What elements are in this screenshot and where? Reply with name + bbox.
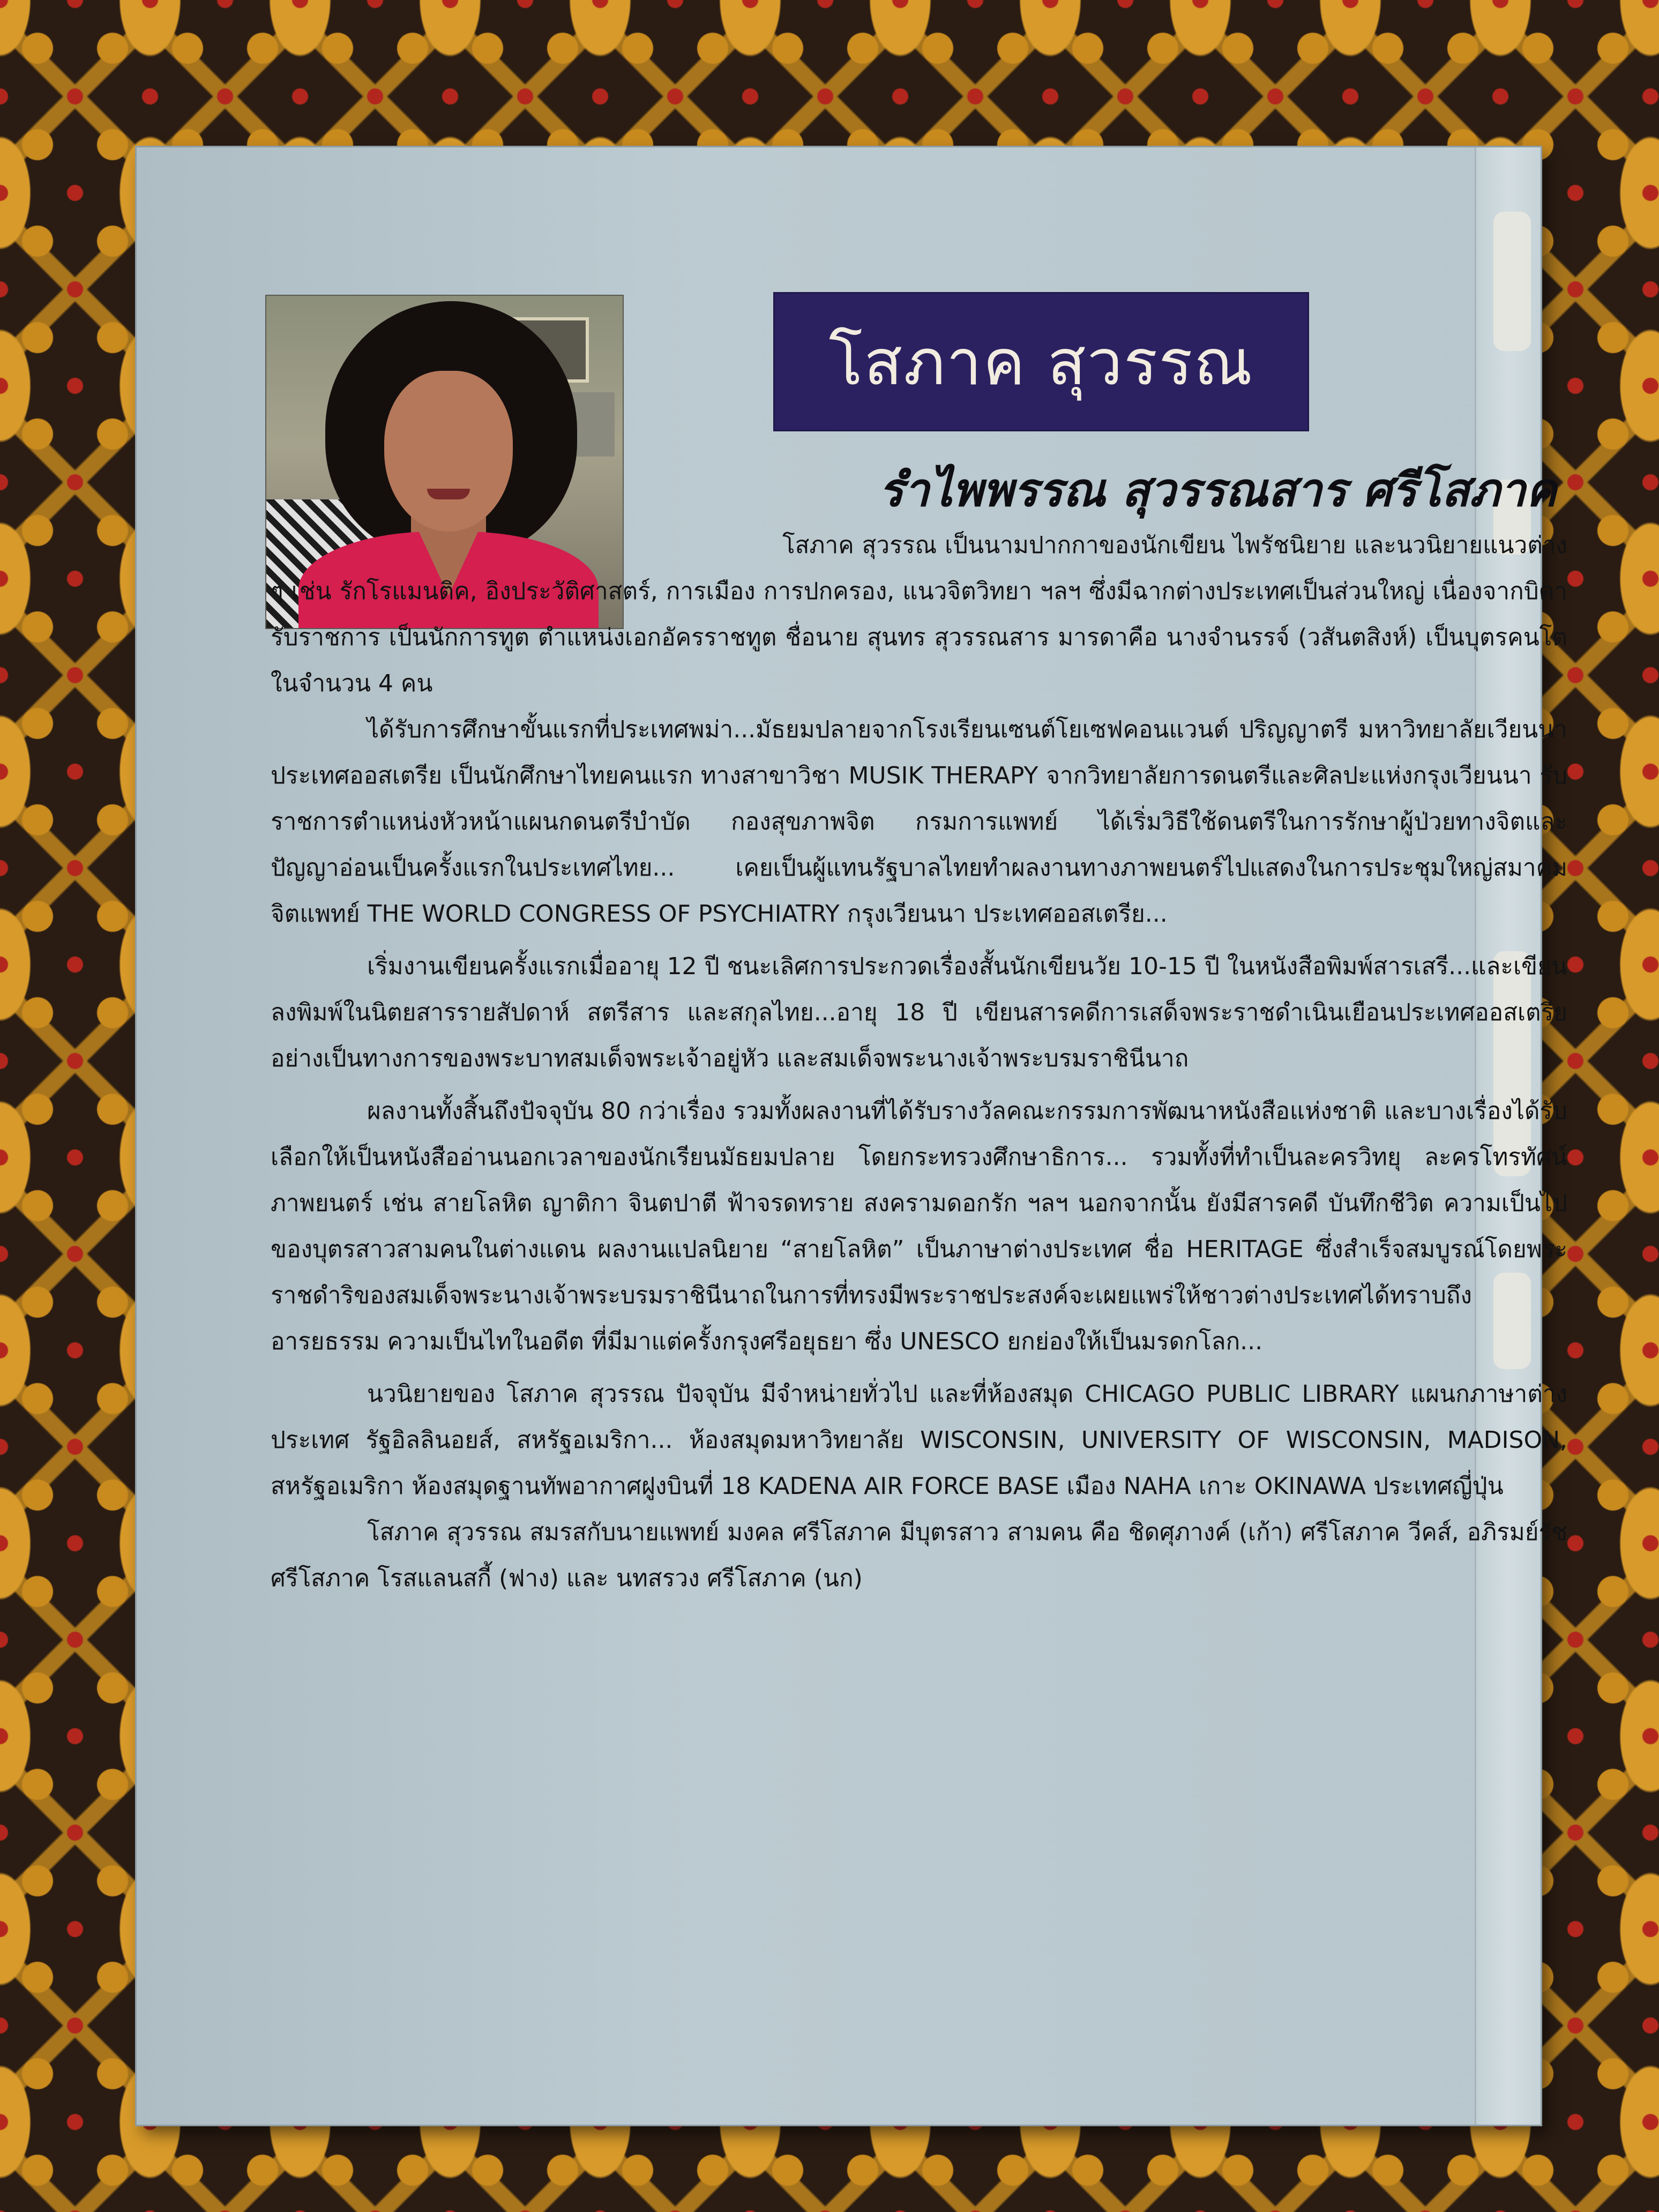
spine-wear-mark (1493, 212, 1531, 351)
pen-name: โสภาค สุวรรณ (828, 325, 1254, 399)
bio-paragraph: ผลงานทั้งสิ้นถึงปัจจุบัน 80 กว่าเรื่อง รวมทั้งผลงานที่ได้รับรางวัลคณะกรรมการพัฒนาหนังสือแห่งชาติ และบางเรื่องได้รับเลือกให้เป็นหนังสืออ่านนอกเวลาของนักเรียนมัธยมปลาย โดยกระทรวงศึกษาธิการ... รวมทั้งที่ทำเป็นละครวิทยุ ละครโทรทัศน์ ภาพยนตร์ เช่น สายโลหิต ญาติกา จินตปาตี ฟ้าจรดทราย สงครามดอกรัก ฯลฯ นอกจากนั้น ยังมีสารคดี บันทึกชีวิต ความเป็นไปของบุตรสาวสามคนในต่างแดน ผลงานแปลนิยาย “สายโลหิต” เป็นภาษาต่างประเทศ ชื่อ HERITAGE ซึ่งสำเร็จสมบูรณ์โดยพระราชดำริของสมเด็จพระนางเจ้าพระบรมราชินีนาถในการที่ทรงมีพระราชประสงค์จะเผยแพร่ให้ชาวต่างประเทศได้ทราบถึงอารยธรรม ความเป็นไทในอดีต ที่มีมาแต่ครั้งกรุงศรีอยุธยา ซึ่ง UNESCO ยกย่องให้เป็นมรดกโลก... (271, 1097, 1567, 1355)
bio-paragraph: เริ่มงานเขียนครั้งแรกเมื่ออายุ 12 ปี ชนะเลิศการประกวดเรื่องสั้นนักเขียนวัย 10-15 ปี ในหนังสือพิมพ์สารเสรี...และเขียนลงพิมพ์ในนิตยสารรายสัปดาห์ สตรีสาร และสกุลไทย...อายุ 18 ปี เขียนสารคดีการเสด็จพระราชดำเนินเยือนประเทศออสเตรียอย่างเป็นทางการของพระบาทสมเด็จพระเจ้าอยู่หัว และสมเด็จพระนางเจ้าพระบรมราชินีนาถ (271, 953, 1567, 1072)
bio-paragraph: ได้รับการศึกษาขั้นแรกที่ประเทศพม่า...มัธยมปลายจากโรงเรียนเซนต์โยเซฟคอนแวนต์ ปริญญาตรี มหาวิทยาลัยเวียนนา ประเทศออสเตรีย เป็นนักศึกษาไทยคนแรก ทางสาขาวิชา MUSIK THERAPY จากวิทยาลัยการดนตรีและศิลปะแห่งกรุงเวียนนา รับราชการตำแหน่งหัวหน้าแผนกดนตรีบำบัด กองสุขภาพจิต กรมการแพทย์ ได้เริ่มวิธีใช้ดนตรีในการรักษาผู้ป่วยทางจิตและปัญญาอ่อนเป็นครั้งแรกในประเทศไทย... เคยเป็นผู้แทนรัฐบาลไทยทำผลงานทางภาพยนตร์ไปแสดงในการประชุมใหญ่สมาคมจิตแพทย์ THE WORLD CONGRESS OF PSYCHIATRY กรุงเวียนนา ประเทศออสเตรีย... (271, 716, 1567, 928)
bio-paragraph: โสภาค สุวรรณ เป็นนามปากกาของนักเขียน ไพรัชนิยาย และนวนิยายแนวต่าง ๆ เช่น รักโรแมนติค, อิงประวัติศาสตร์, การเมือง การปกครอง, แนวจิตวิทยา ฯลฯ ซึ่งมีฉากต่างประเทศเป็นส่วนใหญ่ เนื่องจากบิดารับราชการ เป็นนักการทูต ตำแหน่งเอกอัครราชทูต ชื่อนาย สุนทร สุวรรณสาร มารดาคือ นางจำนรรจ์ (วสันตสิงห์) เป็นบุตรคนโตในจำนวน 4 คน (271, 532, 1567, 697)
author-biography (271, 522, 1567, 1602)
bio-paragraph: นวนิยายของ โสภาค สุวรรณ ปัจจุบัน มีจำหน่ายทั่วไป และที่ห้องสมุด CHICAGO PUBLIC LIBRARY แผนกภาษาต่างประเทศ รัฐอิลลินอยส์, สหรัฐอเมริกา... ห้องสมุดมหาวิทยาลัย WISCONSIN, UNIVERSITY OF WISCONSIN, MADISON, สหรัฐอเมริกา ห้องสมุดฐานทัพอากาศฝูงบินที่ 18 KADENA AIR FORCE BASE เมือง NAHA เกาะ OKINAWA ประเทศญี่ปุ่น (271, 1380, 1567, 1500)
pen-name-banner (773, 292, 1309, 431)
author-full-name: รำไพพรรณ สุวรรณสาร ศรีโสภาค (878, 463, 1557, 517)
bio-paragraph: โสภาค สุวรรณ สมรสกับนายแพทย์ มงคล ศรีโสภาค มีบุตรสาว สามคน คือ ชิดศุภางค์ (เก้า) ศรีโสภาค วีคส์, อภิรมย์รัช ศรีโสภาค โรสแลนสกี้ (ฟาง) และ นทสรวง ศรีโสภาค (นก) (271, 1519, 1567, 1592)
book-back-cover (137, 147, 1567, 2125)
